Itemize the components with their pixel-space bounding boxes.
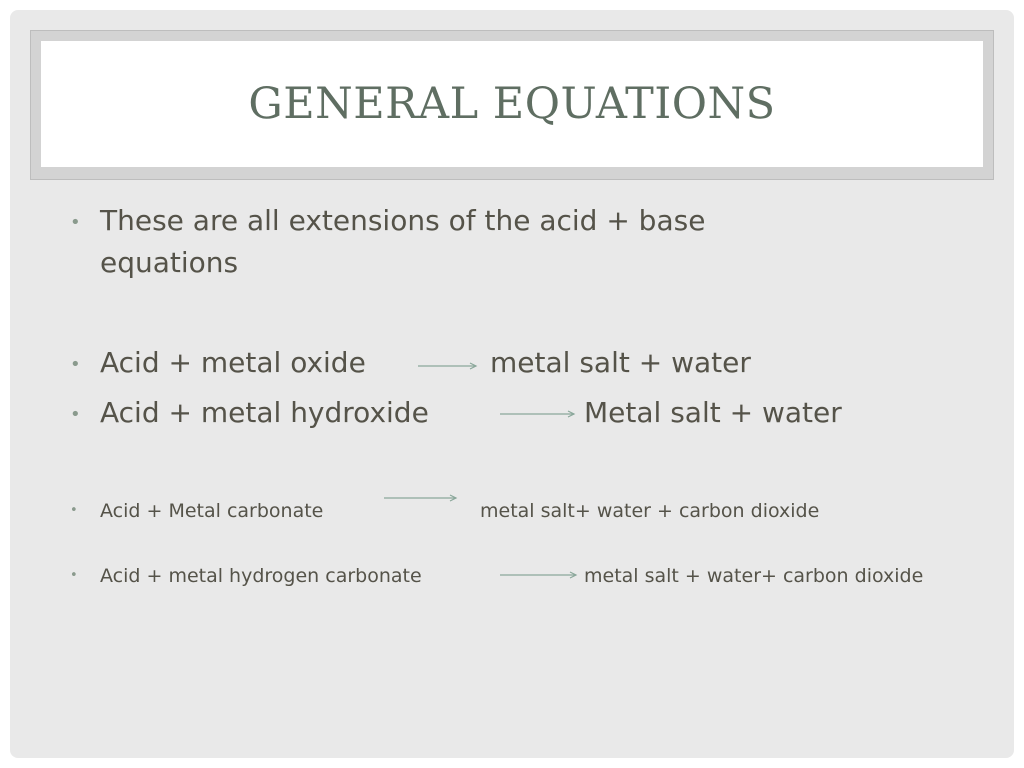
bullet-text-line2: equations	[100, 246, 239, 279]
bullet-dot-icon: •	[70, 354, 81, 375]
arrow-right-icon	[500, 410, 576, 418]
arrow-right-icon	[418, 362, 478, 370]
bullet-dot-icon: •	[70, 568, 78, 583]
arrow-right-icon	[500, 569, 578, 581]
bullet-text-line1: These are all extensions of the acid + base	[100, 204, 706, 237]
slide-title: GENERAL EQUATIONS	[248, 79, 776, 129]
bullet-dot-icon: •	[70, 212, 81, 233]
arrow-right-icon	[384, 492, 458, 504]
bullet-dot-icon: •	[70, 503, 78, 518]
title-frame	[30, 30, 994, 180]
title-box	[41, 41, 983, 167]
bullet-dot-icon: •	[70, 404, 81, 425]
equation-right: metal salt + water	[490, 346, 751, 379]
equation-right: metal salt + water+ carbon dioxide	[584, 565, 924, 587]
equation-left: Acid + metal oxide	[100, 346, 366, 379]
equation-right: metal salt+ water + carbon dioxide	[480, 500, 820, 522]
equation-left: Acid + metal hydroxide	[100, 396, 429, 429]
equation-left: Acid + Metal carbonate	[100, 500, 324, 522]
slide	[10, 10, 1014, 758]
equation-left: Acid + metal hydrogen carbonate	[100, 565, 422, 587]
equation-right: Metal salt + water	[584, 396, 842, 429]
